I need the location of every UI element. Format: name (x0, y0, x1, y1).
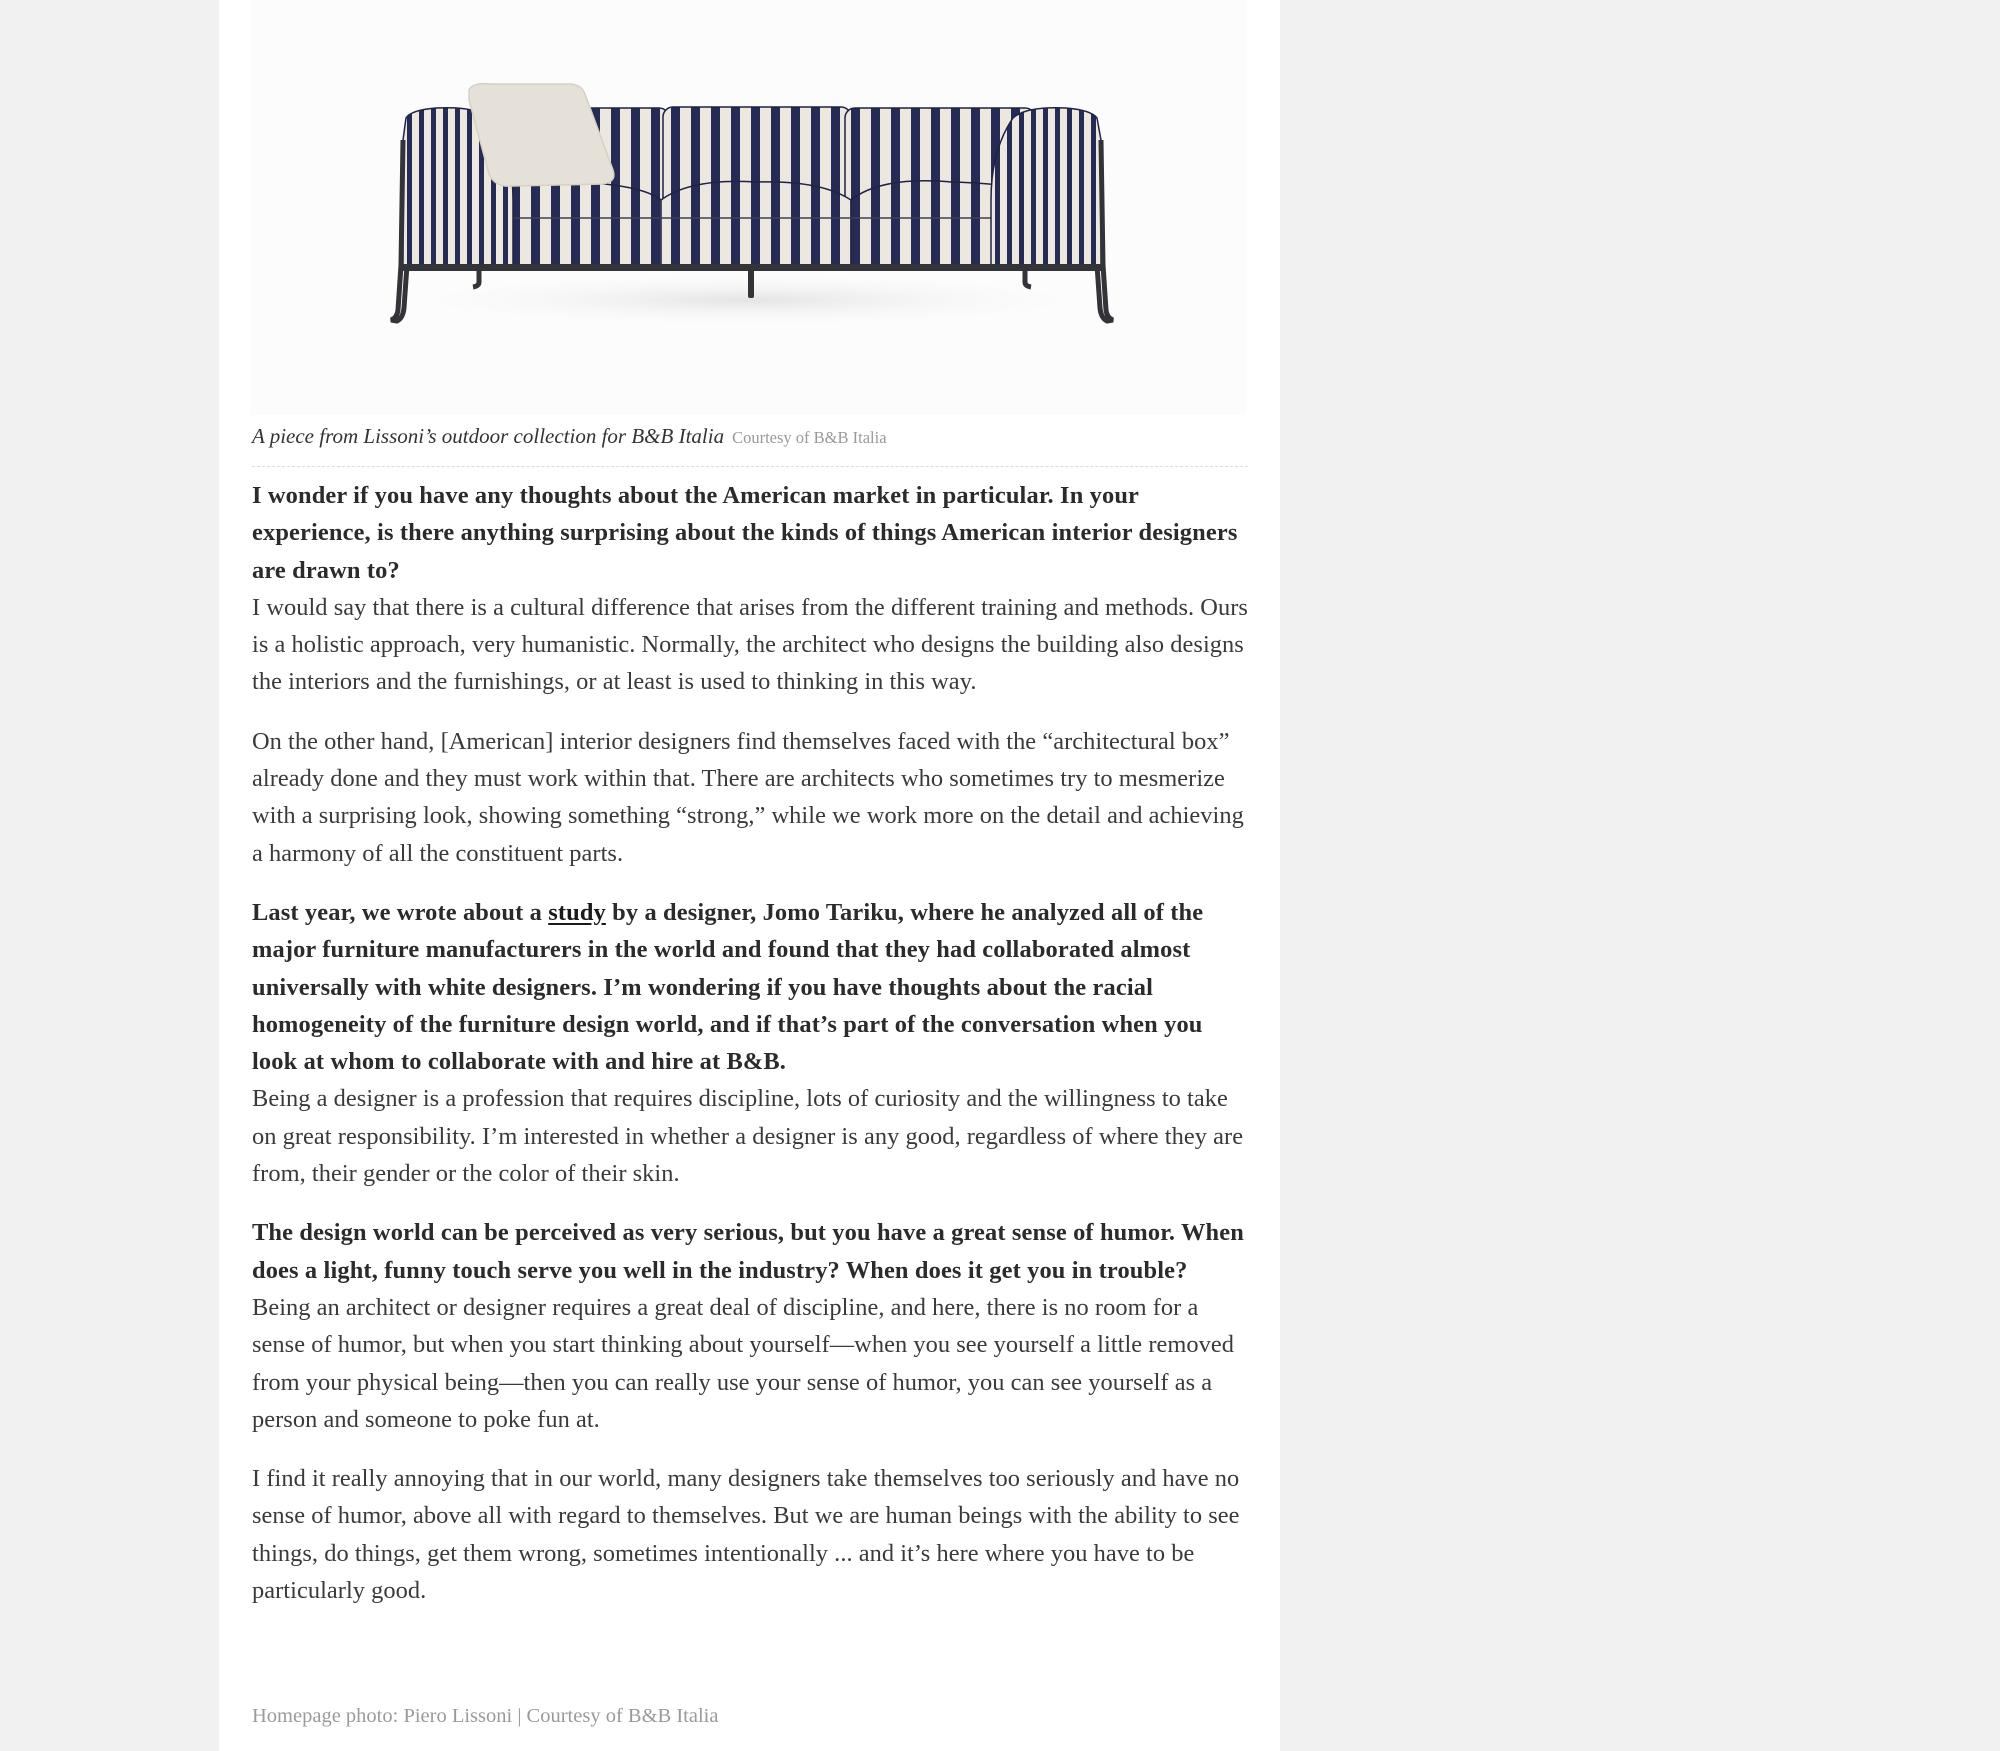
caption-text: A piece from Lissoni’s outdoor collection for B&B Italia (252, 424, 725, 448)
sofa-pillow (469, 84, 614, 187)
question-3: The design world can be perceived as very serious, but you have a great sense of humor. When does a light, funny touch serve you well in the industry? When does it get you in trouble? (252, 1219, 1244, 1284)
sofa-arm-right (991, 108, 1101, 265)
caption-divider (252, 466, 1248, 467)
article-panel (219, 0, 1280, 1751)
answer-3-paragraph-1: Being an architect or designer requires a great deal of discipline, and here, there is no room for a sense of humor, but when you start thinking about yourself—when you see yourself a little removed from your physical being—then you can really use your sense of humor, you can see yourself as a person and someone to poke fun at. (252, 1293, 1234, 1433)
question-2 (252, 894, 1252, 1080)
sofa-photo-icon (251, 0, 1247, 415)
question-2-text-end: by a designer, Jomo Tariku, where he analyzed all of the major furniture manufacturers in the world and found that they had collaborated almost universally with white designers. I’m wondering if you have thoughts about the racial homogeneity of the furniture design world, and if that’s part of the conversation when you look at whom to collaborate with and hire at B&B. (252, 898, 1204, 1076)
figure-caption (252, 424, 1248, 449)
caption-credit: Courtesy of B&B Italia (732, 428, 887, 447)
sofa-leg-center (748, 268, 754, 298)
article-figure (251, 0, 1247, 415)
question-1: I wonder if you have any thoughts about the American market in particular. In your experience, is there anything surprising about the kinds of things American interior designers are drawn to? (252, 482, 1238, 584)
study-link[interactable]: study (548, 898, 606, 926)
homepage-photo-credit: Homepage photo: Piero Lissoni | Courtesy of B&B Italia (252, 1705, 719, 1727)
answer-3-paragraph-2: I find it really annoying that in our world, many designers take themselves too seriously and have no sense of humor, above all with regard to themselves. But we are human beings with the ability to see things, do things, get them wrong, sometimes intentionally ... and it’s here where you have to be particularly good. (252, 1465, 1240, 1605)
question-2-text-start: Last year, we wrote about a (252, 898, 549, 926)
sofa-seat-middle (661, 181, 851, 265)
answer-1-paragraph-2: On the other hand, [American] interior designers find themselves faced with the “architectural box” already done and they must work within that. There are architects who sometimes try to mesmerize with a surprising look, showing something “strong,” while we work more on the detail and achieving a harmony of all the constituent parts. (252, 727, 1244, 867)
answer-2-paragraph-1: Being a designer is a profession that requires discipline, lots of curiosity and the willingness to take on great responsibility. I’m interested in whether a designer is any good, regardless of where they are from, their gender or the color of their skin. (252, 1085, 1244, 1188)
answer-1-paragraph-1: I would say that there is a cultural difference that arises from the different training and methods. Ours is a holistic approach, very humanistic. Normally, the architect who designs the building also designs the interiors and the furnishings, or at least is used to thinking in this way. (252, 593, 1248, 696)
article-body (252, 477, 1252, 1631)
